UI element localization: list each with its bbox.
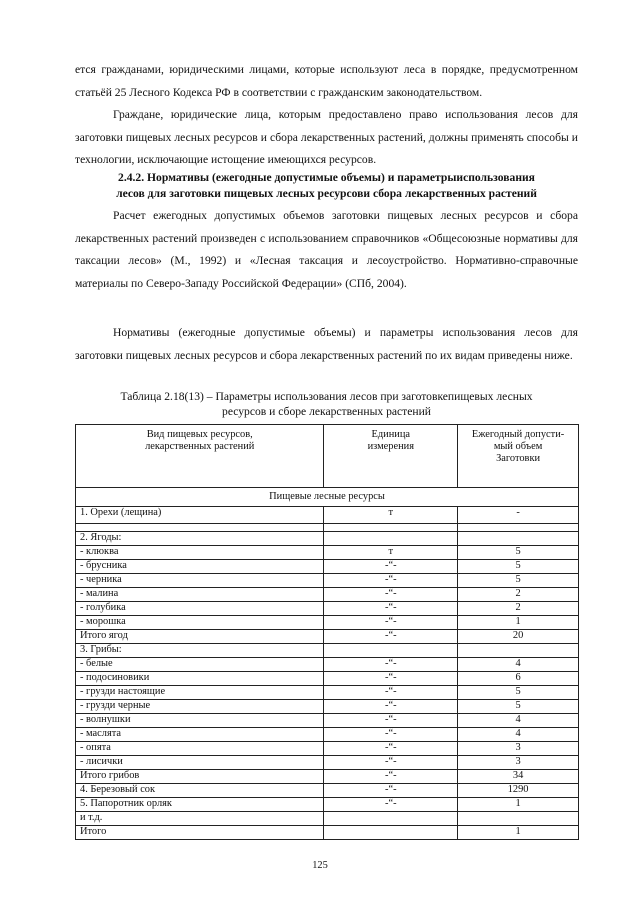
volume-cell: 1 — [458, 798, 579, 812]
header-annual-volume-line1: Ежегодный допусти- — [471, 429, 565, 440]
volume-cell: 1290 — [458, 784, 579, 798]
volume-cell: 6 — [458, 672, 579, 686]
table-row — [76, 532, 579, 546]
volume-cell: 4 — [458, 658, 579, 672]
resource-name-cell: Итого грибов — [76, 770, 324, 784]
header-annual-volume-line3: Заготовки — [496, 453, 541, 464]
unit-cell: -“- — [324, 714, 458, 728]
unit-cell: -“- — [324, 630, 458, 644]
unit-cell: -“- — [324, 602, 458, 616]
resource-name-cell: 4. Березовый сок — [76, 784, 324, 798]
volume-cell: 1 — [458, 616, 579, 630]
header-unit-line2: измерения — [367, 441, 415, 452]
table-caption-line2: ресурсов и сборе лекарственных растений — [222, 405, 431, 418]
resource-name-cell: и т.д. — [76, 812, 324, 826]
volume-cell: 5 — [458, 700, 579, 714]
volume-cell — [458, 644, 579, 658]
table-caption-line1: Таблица 2.18(13) – Параметры использования лесов при заготовкепищевых лесных — [120, 390, 533, 403]
table-row — [76, 644, 579, 658]
table-row — [76, 507, 579, 524]
section-heading-line2: лесов для заготовки пищевых лесных ресурсови сбора лекарственных растений — [116, 187, 537, 200]
volume-cell: 1 — [458, 826, 579, 840]
volume-cell: 4 — [458, 728, 579, 742]
unit-cell: -“- — [324, 588, 458, 602]
volume-cell: 5 — [458, 560, 579, 574]
resource-name-cell: - голубика — [76, 602, 324, 616]
page-number: 125 — [312, 860, 328, 871]
unit-cell: -“- — [324, 784, 458, 798]
header-resource-type-line1: Вид пищевых ресурсов, — [146, 429, 253, 440]
resource-name-cell: - маслята — [76, 728, 324, 742]
spacer-cell — [458, 524, 579, 532]
unit-cell — [324, 644, 458, 658]
table-row — [76, 686, 579, 700]
volume-cell: 34 — [458, 770, 579, 784]
table-spacer-row — [76, 524, 579, 532]
volume-cell: 5 — [458, 686, 579, 700]
table-row — [76, 784, 579, 798]
table-row — [76, 602, 579, 616]
norms-table — [75, 424, 579, 840]
unit-cell: -“- — [324, 798, 458, 812]
resource-name-cell: - грузди черные — [76, 700, 324, 714]
table-row — [76, 742, 579, 756]
resource-name-cell: 3. Грибы: — [76, 644, 324, 658]
unit-cell — [324, 812, 458, 826]
volume-cell: 2 — [458, 602, 579, 616]
resource-name-cell: - клюква — [76, 546, 324, 560]
section-label: Пищевые лесные ресурсы — [76, 488, 579, 507]
table-row — [76, 826, 579, 840]
table-row — [76, 756, 579, 770]
volume-cell: 5 — [458, 574, 579, 588]
volume-cell — [458, 812, 579, 826]
volume-cell — [458, 532, 579, 546]
header-unit-line1: Единица — [371, 429, 411, 440]
table-row — [76, 574, 579, 588]
table-header-row — [76, 425, 579, 488]
resource-name-cell: - черника — [76, 574, 324, 588]
table-section-row — [76, 488, 579, 507]
resource-name-cell: Итого — [76, 826, 324, 840]
table-row — [76, 658, 579, 672]
unit-cell: -“- — [324, 672, 458, 686]
unit-cell: -“- — [324, 616, 458, 630]
header-resource-type-line2: лекарственных растений — [145, 441, 255, 452]
spacer-cell — [324, 524, 458, 532]
volume-cell: 3 — [458, 742, 579, 756]
unit-cell: т — [324, 507, 458, 524]
table-row — [76, 560, 579, 574]
table-row — [76, 770, 579, 784]
unit-cell: -“- — [324, 574, 458, 588]
header-resource-type — [76, 425, 324, 488]
volume-cell: 3 — [458, 756, 579, 770]
paragraph-calculation: Расчет ежегодных допустимых объемов заготовки пищевых лесных ресурсов и сбора лекарственных растений произведен с использованием справочников «Общесоюзные нормативы для таксации лесов» (М., 1992) и «Лесная таксация и лесоустройство. Нормативно-справочные материалы по Северо-Западу Российской Федерации» (СПб, 2004). — [75, 209, 578, 290]
table-row — [76, 630, 579, 644]
resource-name-cell: 5. Папоротник орляк — [76, 798, 324, 812]
volume-cell: 4 — [458, 714, 579, 728]
unit-cell: -“- — [324, 728, 458, 742]
unit-cell: -“- — [324, 770, 458, 784]
volume-cell: - — [458, 507, 579, 524]
table-row — [76, 714, 579, 728]
header-annual-volume-line2: мый объем — [493, 441, 543, 452]
volume-cell: 2 — [458, 588, 579, 602]
unit-cell: т — [324, 546, 458, 560]
spacer-cell — [76, 524, 324, 532]
resource-name-cell: - лисички — [76, 756, 324, 770]
table-row — [76, 616, 579, 630]
unit-cell: -“- — [324, 686, 458, 700]
resource-name-cell: - брусника — [76, 560, 324, 574]
volume-cell: 20 — [458, 630, 579, 644]
unit-cell: -“- — [324, 560, 458, 574]
resource-name-cell: - белые — [76, 658, 324, 672]
table-row — [76, 728, 579, 742]
resource-name-cell: Итого ягод — [76, 630, 324, 644]
paragraph-norms-intro: Нормативы (ежегодные допустимые объемы) и параметры использования лесов для заготовки пищевых лесных ресурсов и сбора лекарственных растений по их видам приведены ниже. — [75, 326, 578, 362]
resource-name-cell: - подосиновики — [76, 672, 324, 686]
table-row — [76, 588, 579, 602]
header-unit — [324, 425, 458, 488]
unit-cell: -“- — [324, 756, 458, 770]
resource-name-cell: 1. Орехи (лещина) — [76, 507, 324, 524]
table-caption — [75, 389, 578, 419]
resource-name-cell: - грузди настоящие — [76, 686, 324, 700]
paragraph-intro-continued: ется гражданами, юридическими лицами, которые используют леса в порядке, предусмотренном статьёй 25 Лесного Кодекса РФ в соответствии с гражданским законодательством. — [75, 63, 578, 99]
resource-name-cell: - морошка — [76, 616, 324, 630]
unit-cell: -“- — [324, 658, 458, 672]
unit-cell — [324, 532, 458, 546]
header-annual-volume — [458, 425, 579, 488]
resource-name-cell: 2. Ягоды: — [76, 532, 324, 546]
paragraph-citizens-rights: Граждане, юридические лица, которым предоставлено право использования лесов для заготовки пищевых лесных ресурсов и сбора лекарственных растений, должны применять способы и технологии, исключающие истощение имеющихся ресурсов. — [75, 108, 578, 166]
resource-name-cell: - малина — [76, 588, 324, 602]
resource-name-cell: - опята — [76, 742, 324, 756]
section-heading — [75, 170, 578, 202]
section-heading-line1: 2.4.2. Нормативы (ежегодные допустимые объемы) и параметрыиспользования — [118, 171, 535, 184]
table-row — [76, 546, 579, 560]
unit-cell: -“- — [324, 742, 458, 756]
table-row — [76, 798, 579, 812]
table-row — [76, 700, 579, 714]
table-row — [76, 672, 579, 686]
resource-name-cell: - волнушки — [76, 714, 324, 728]
unit-cell — [324, 826, 458, 840]
unit-cell: -“- — [324, 700, 458, 714]
table-row — [76, 812, 579, 826]
volume-cell: 5 — [458, 546, 579, 560]
